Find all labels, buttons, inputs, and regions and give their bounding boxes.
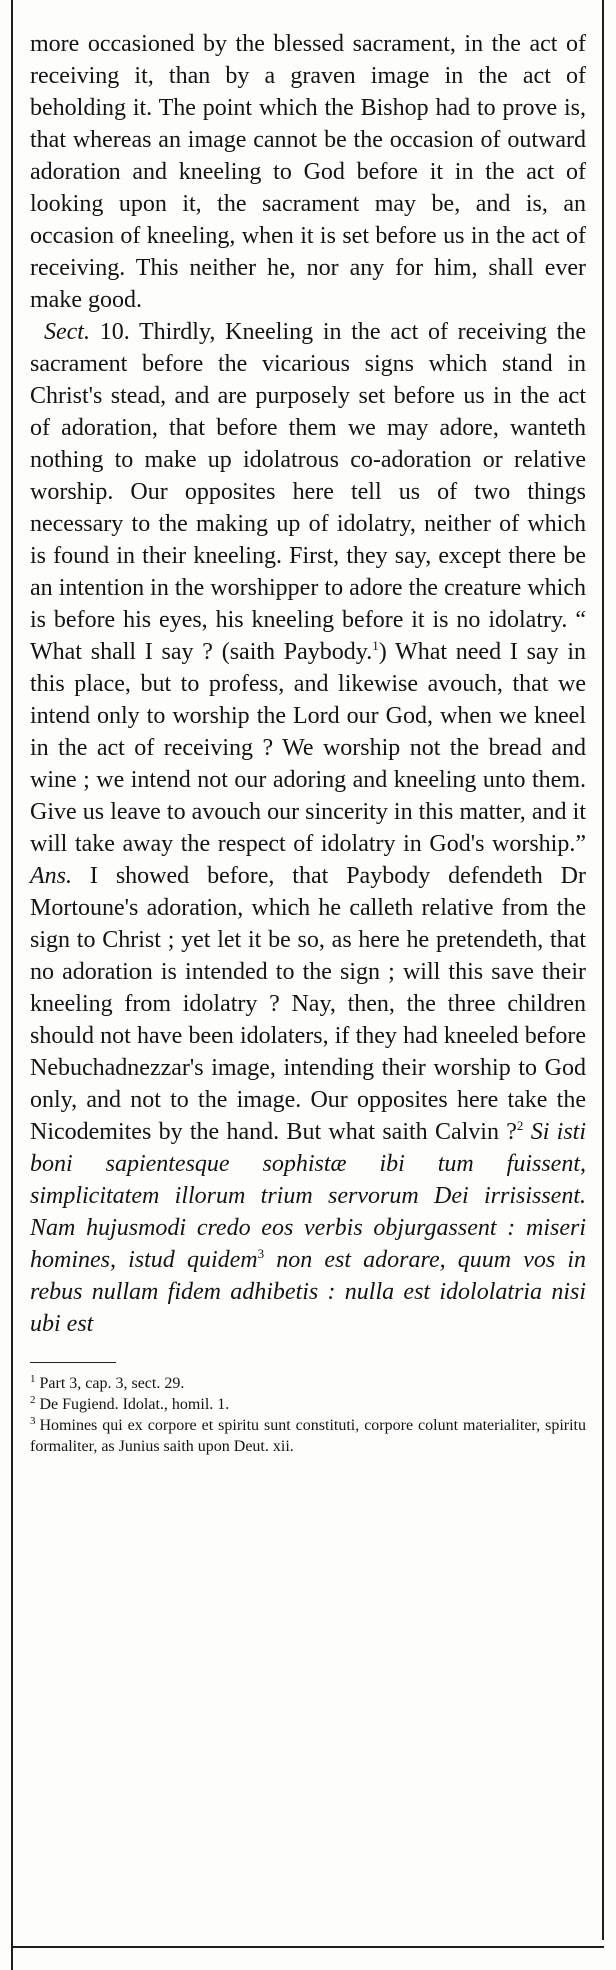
section-text-a: 10. Thirdly, Kneeling in the act of receiving the sacrament before the vicarious signs which stand in Christ's stead, and are purposely set before us in the act of adoration, that before them we may adore, wanteth nothing to make up idolatrous co-adoration or relative worship. Our opposites here tell us of two things necessary to the making up of idolatry, neither of which is found in their kneeling. First, they say, except there be an intention in the worshipper to adore the creature which is before his eyes, his kneeling before it is no idolatry. “ What shall I say ? (saith Paybody.	[30, 319, 586, 665]
latin-quote-a: Si isti boni sapientesque sophistæ ibi tum fuissent, simplicitatem illorum trium servorum Dei irrisissent. Nam hujusmodi credo eos verbis objurgassent : miseri homines, istud quidem	[30, 1119, 586, 1273]
paragraph-continued	[30, 28, 586, 316]
right-border-rule	[602, 0, 604, 1940]
footnote-ref-2: 2	[516, 1118, 524, 1133]
footnote-2	[30, 1394, 586, 1415]
footnotes	[30, 1373, 586, 1457]
paragraph-section-10	[30, 316, 586, 1340]
latin-quote-b: non est adorare, quum vos in rebus nullam fidem adhibetis : nulla est idololatria nisi ubi est	[30, 1247, 586, 1337]
footnote-mark: 2	[30, 1393, 36, 1406]
section-text-b: ) What need I say in this place, but to profess, and likewise avouch, that we intend only to worship the Lord our God, when we kneel in the act of receiving ? We worship not the bread and wine ; we intend not our adoring and kneeling unto them. Give us leave to avouch our sincerity in this matter, and it will take away the respect of idolatry in God's worship.”	[30, 639, 586, 857]
footnote-ref-1: 1	[372, 638, 379, 653]
footnote-text: Part 3, cap. 3, sect. 29.	[39, 1375, 185, 1392]
section-text-c: I showed before, that Paybody defendeth Dr Mortoune's adoration, which he calleth relative from the sign to Christ ; yet let it be so, as here he pretendeth, that no adoration is intended to the sign ; will this save their kneeling from idolatry ? Nay, then, the three children should not have been idolaters, if they had kneeled before Nebuchadnezzar's image, intending their worship to God only, and not to the image. Our opposites here take the Nicodemites by the hand. But what saith Calvin ?	[30, 863, 586, 1145]
footnote-ref-3: 3	[257, 1246, 265, 1261]
footnote-3	[30, 1415, 586, 1457]
left-border-rule	[11, 0, 13, 1970]
footnote-mark: 1	[30, 1372, 36, 1385]
footnote-text: Homines qui ex corpore et spiritu sunt constituti, corpore colunt materialiter, spiritu formaliter, as Junius saith upon Deut. xii.	[30, 1417, 586, 1455]
text-column	[30, 28, 586, 1457]
answer-label: Ans.	[30, 863, 72, 889]
footnote-mark: 3	[30, 1414, 36, 1427]
section-label: Sect.	[44, 319, 90, 345]
footnote-separator	[30, 1362, 116, 1363]
bottom-border-rule	[11, 1946, 604, 1948]
footnote-1	[30, 1373, 586, 1394]
footnote-text: De Fugiend. Idolat., homil. 1.	[39, 1396, 230, 1413]
paragraph-1-text: more occasioned by the blessed sacrament, in the act of receiving it, than by a graven image in the act of beholding it. The point which the Bishop had to prove is, that whereas an image cannot be the occasion of outward adoration and kneeling to God before it in the act of looking upon it, the sacrament may be, and is, an occasion of kneeling, when it is set before us in the act of receiving. This neither he, nor any for him, shall ever make good.	[30, 31, 586, 313]
